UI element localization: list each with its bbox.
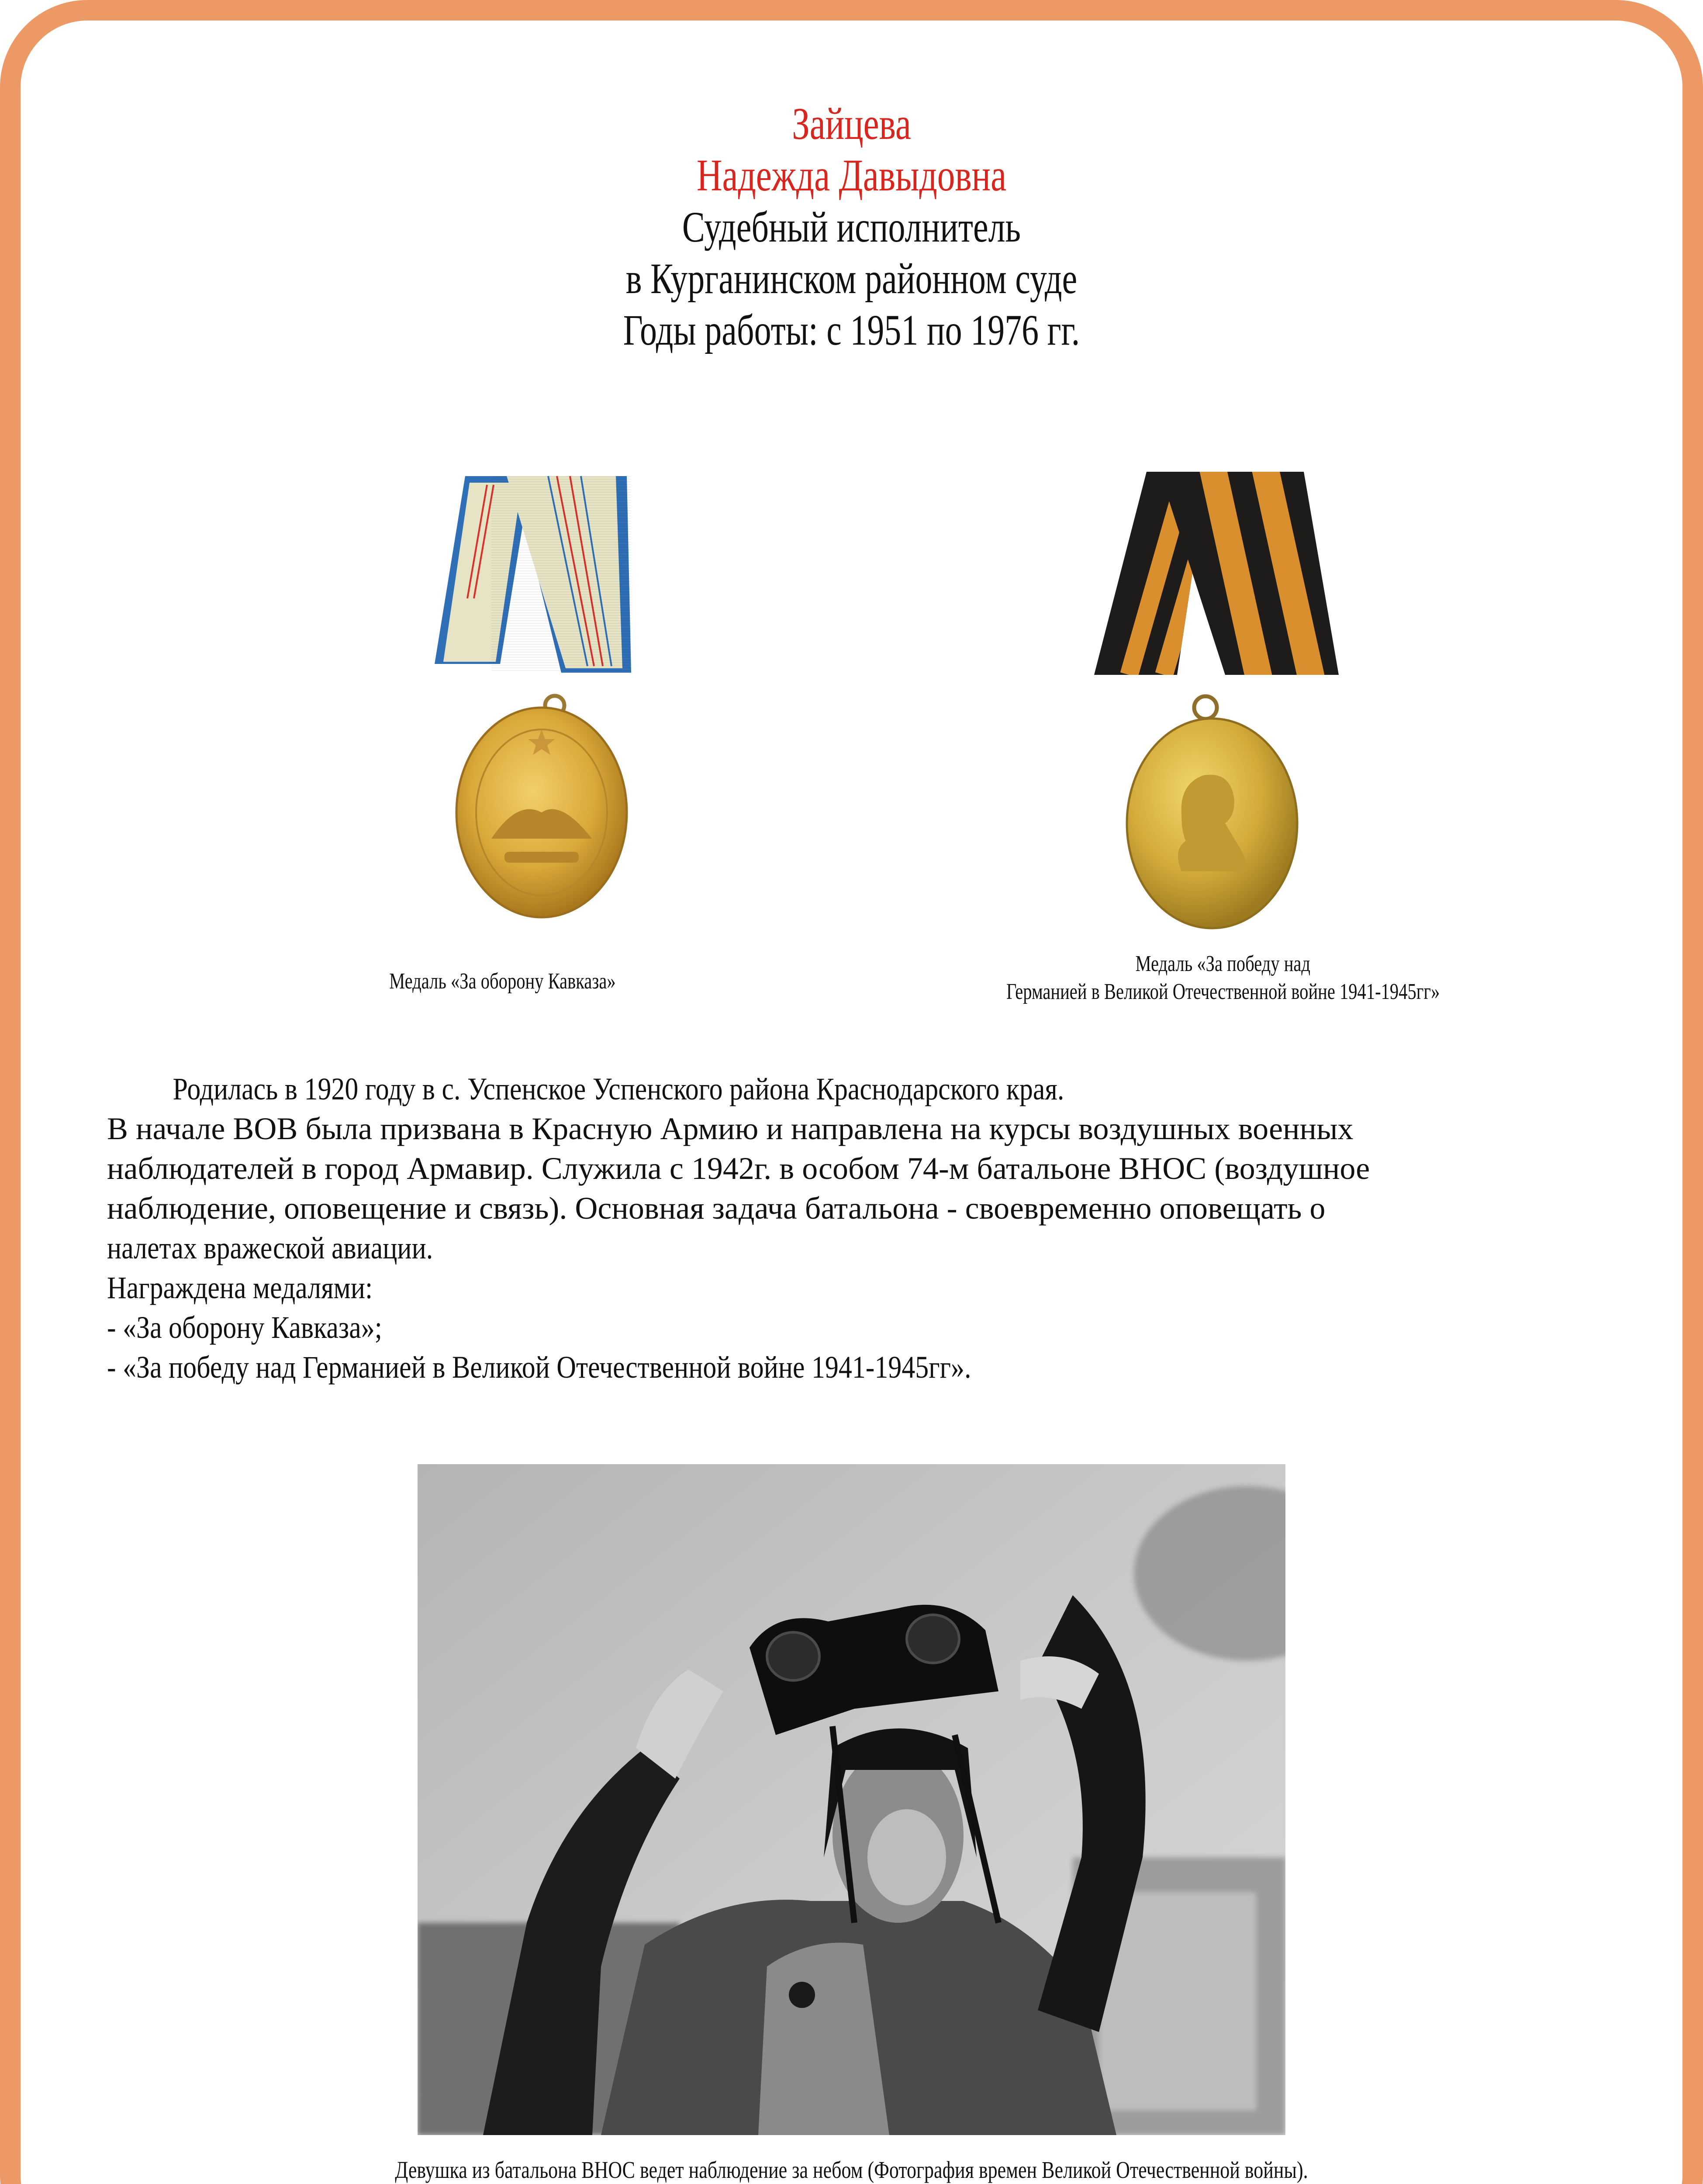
bio-line: налетах вражеской авиации. xyxy=(107,1230,433,1265)
biography-text xyxy=(107,1069,1612,1387)
bio-line: наблюдение, оповещение и связь). Основная задача батальона - своевременно оповещать о xyxy=(107,1191,1326,1226)
bio-line: В начале ВОВ была призвана в Красную Армию и направлена на курсы воздушных военных xyxy=(107,1111,1354,1146)
medal-caption-victory xyxy=(786,950,1660,1006)
position-title: Судебный исполнитель xyxy=(682,203,1021,251)
medal-caption-victory-line1: Медаль «За победу над xyxy=(1135,951,1311,976)
court-name: в Курганинском районном суде xyxy=(625,254,1078,303)
medal-victory-over-germany-icon xyxy=(1081,465,1343,941)
years-of-service: Годы работы: с 1951 по 1976 гг. xyxy=(623,306,1080,354)
bio-line: наблюдателей в город Армавир. Служила с 1942г. в особом 74-м батальоне ВНОС (воздушное xyxy=(107,1151,1370,1186)
surname: Зайцева xyxy=(792,99,911,149)
awards-heading: Награждена медалями: xyxy=(107,1270,373,1305)
photo-woman-with-binoculars-icon xyxy=(418,1464,1285,2135)
award-item: - «За победу над Германией в Великой Отечественной войне 1941-1945гг». xyxy=(107,1350,971,1385)
photo-caption: Девушка из батальона ВНОС ведет наблюдение за небом (Фотография времен Великой Отечественной войны). xyxy=(395,2156,1308,2183)
medal-caption-victory-line2: Германией в Великой Отечественной войне 1941-1945гг» xyxy=(1006,979,1440,1004)
award-item: - «За оборону Кавказа»; xyxy=(107,1310,382,1345)
medal-defense-of-caucasus-icon xyxy=(430,467,636,943)
given-names: Надежда Давыдовна xyxy=(696,150,1007,200)
header xyxy=(0,98,1703,356)
medal-caption-caucasus: Медаль «За оборону Кавказа» xyxy=(389,969,616,994)
bio-line: Родилась в 1920 году в с. Успенское Успенского района Краснодарского края. xyxy=(173,1071,1064,1106)
